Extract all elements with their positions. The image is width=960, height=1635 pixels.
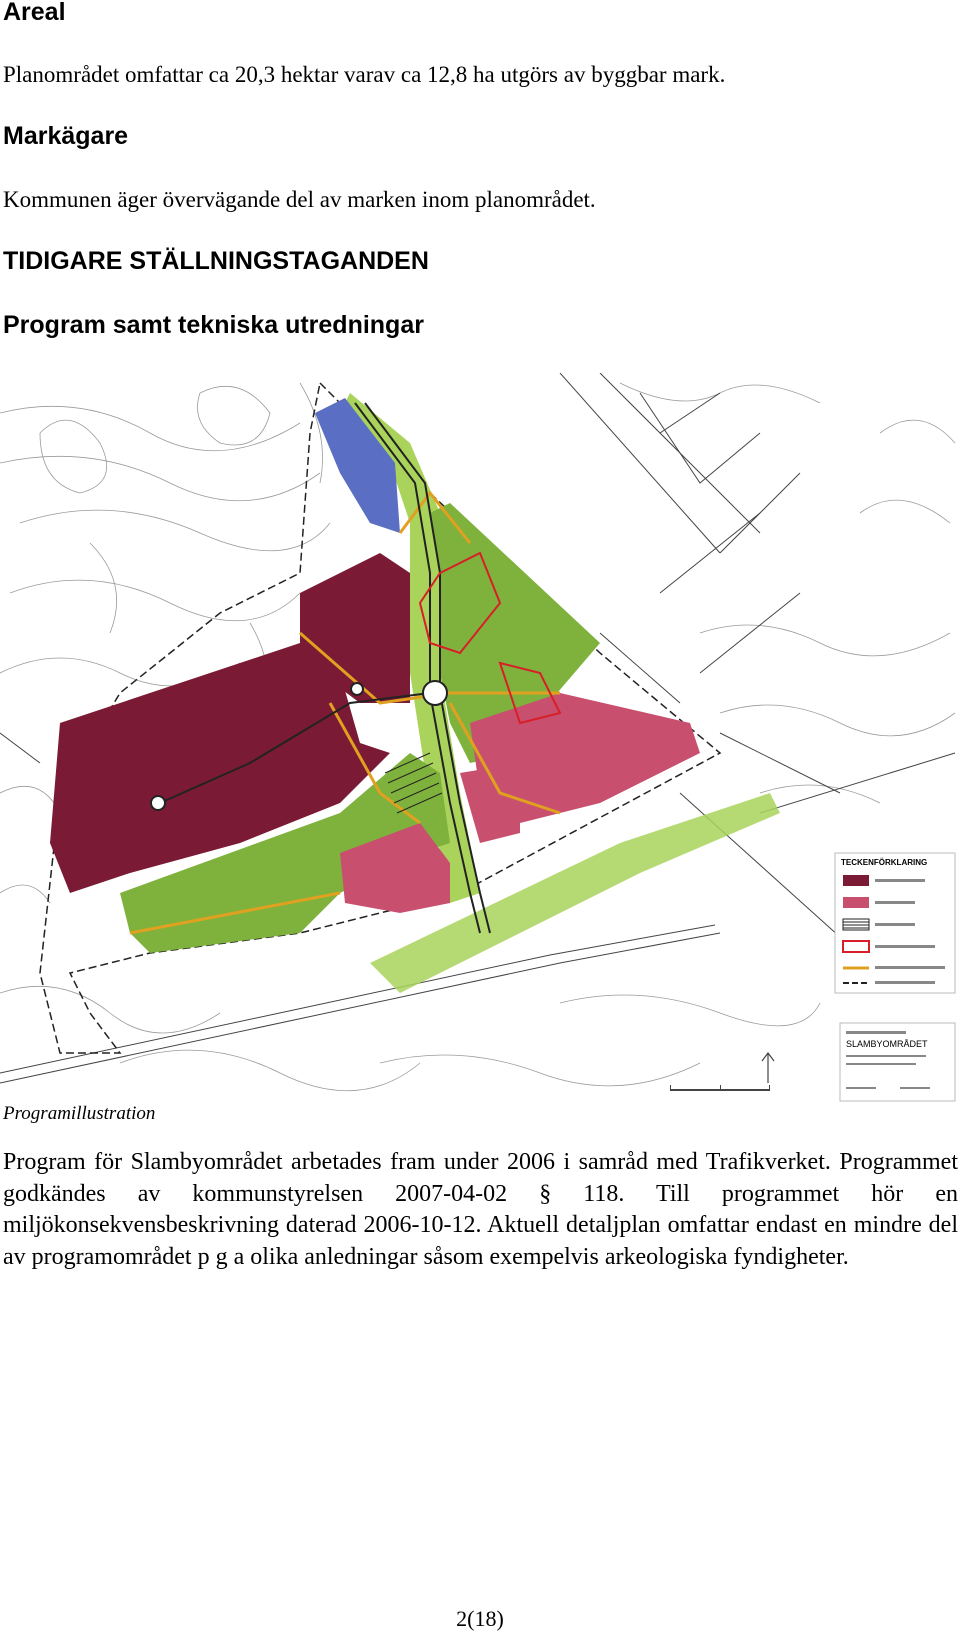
titleblock-name: SLAMBYOMRÅDET (846, 1039, 928, 1049)
blue-area (315, 398, 400, 533)
heading-markagare: Markägare (3, 122, 129, 150)
text-markagare: Kommunen äger övervägande del av marken inom planområdet. (3, 187, 596, 212)
roundabout-main (423, 681, 447, 705)
roundabout-west (151, 796, 165, 810)
page-number: 2(18) (456, 1606, 504, 1631)
heading-program-utredningar: Program samt tekniska utredningar (3, 311, 424, 339)
legend-swatch-company (843, 897, 869, 908)
program-illustration-map (0, 373, 960, 1103)
text-areal: Planområdet omfattar ca 20,3 hektar varav ca 12,8 ha utgörs av byggbar mark. (3, 62, 726, 87)
scale-bar (670, 1085, 770, 1091)
legend-swatch-ancient (843, 919, 869, 930)
north-arrow-icon (762, 1053, 774, 1083)
roundabout-north (351, 683, 363, 695)
legend-title: TECKENFÖRKLARING (841, 858, 928, 867)
figure-caption: Programillustration (3, 1103, 156, 1124)
map-legend (835, 853, 955, 993)
legend-swatch-industry (843, 875, 869, 886)
heading-tidigare-stallningstaganden: TIDIGARE STÄLLNINGSTAGANDEN (3, 247, 429, 275)
program-paragraph: Program för Slambyområdet arbetades fram under 2006 i samråd med Trafikverket. Programmet godkändes av kommunstyrelsen 2007-04-02 § 118. Till programmet hör en miljökonsekvensbeskrivning daterad 2006-10-12. Aktuell detaljplan omfattar endast en mindre del av programområdet p g a olika anledningar såsom exempelvis arkeologiska fyndigheter. (3, 1149, 958, 1270)
map-title-block (840, 1023, 955, 1101)
heading-areal: Areal (3, 0, 66, 26)
legend-swatch-culture (843, 941, 869, 952)
